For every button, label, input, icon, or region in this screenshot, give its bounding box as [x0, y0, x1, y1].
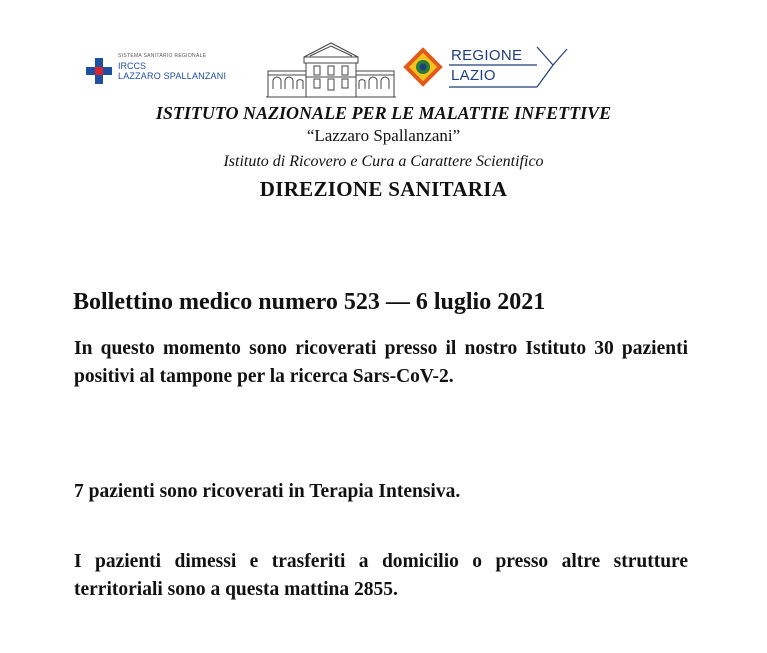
- regione-logo-line1: REGIONE: [451, 47, 523, 64]
- irccs-spallanzani-logo: [86, 52, 256, 86]
- regione-lazio-emblem-icon: [403, 47, 443, 87]
- bulletin-paragraph-discharged: I pazienti dimessi e trasferiti a domicilio o presso altre strutture territoriali sono a questa mattina 2855.: [74, 551, 688, 600]
- department-heading: DIREZIONE SANITARIA: [259, 177, 508, 201]
- irccs-logo-line1: IRCCS: [118, 61, 147, 71]
- bulletin-paragraph-admitted: In questo momento sono ricoverati presso il nostro Istituto 30 pazienti positivi al tampone per la ricerca Sars-CoV-2.: [74, 338, 688, 387]
- institute-description: Istituto di Ricovero e Cura a Carattere Scientifico: [223, 153, 544, 170]
- bulletin-paragraph-intensive-care: 7 pazienti sono ricoverati in Terapia Intensiva.: [74, 481, 461, 502]
- regione-lazio-logo: [403, 45, 573, 93]
- irccs-logo-small-text: SISTEMA SANITARIO REGIONALE: [118, 53, 207, 59]
- irccs-logo-line2: LAZZARO SPALLANZANI: [118, 71, 227, 81]
- institute-subtitle: “Lazzaro Spallanzani”: [306, 126, 461, 145]
- bulletin-title: Bollettino medico numero 523 — 6 luglio 2021: [73, 289, 546, 315]
- institute-name: ISTITUTO NAZIONALE PER LE MALATTIE INFETTIVE: [155, 103, 612, 123]
- red-blue-cross-icon: [86, 58, 112, 84]
- regione-logo-line2: LAZIO: [451, 67, 496, 84]
- institute-building-icon: [264, 39, 398, 99]
